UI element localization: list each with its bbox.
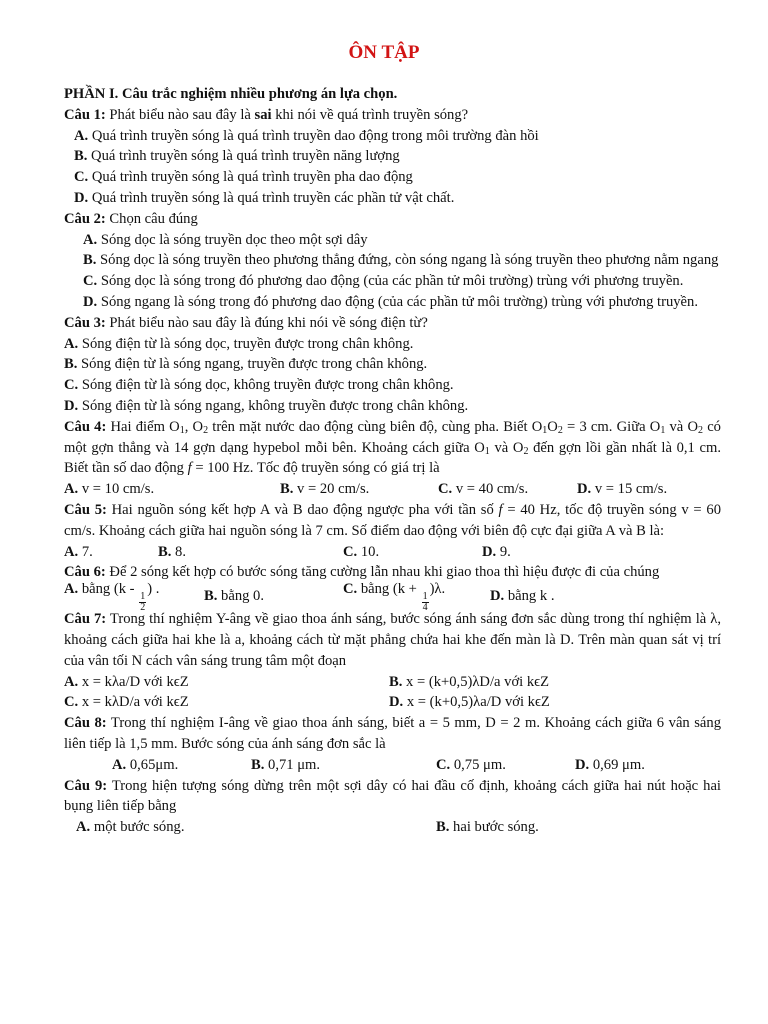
option-label: B. (158, 543, 172, 560)
option-label: D. (389, 694, 404, 711)
option-c (343, 542, 482, 563)
option-text: 9. (496, 543, 511, 560)
option-text: 0,65μm. (126, 756, 179, 773)
option-text: 0,75 μm. (450, 756, 506, 773)
option-d (482, 542, 511, 563)
question-text: , O (184, 418, 204, 435)
subscript: 1 (542, 424, 548, 436)
question-9 (64, 776, 721, 818)
option-a (64, 230, 721, 251)
option-text: v = 10 cm/s. (78, 481, 155, 498)
option-d (490, 586, 554, 607)
option-label: B. (83, 252, 97, 269)
option-text: 0,71 μm. (264, 756, 321, 773)
option-text: v = 15 cm/s. (591, 481, 668, 498)
question-4 (64, 417, 721, 479)
question-text: = 3 cm. Giữa O (562, 418, 661, 435)
question-2 (64, 209, 721, 230)
question-8 (64, 713, 721, 755)
question-label: Câu 1: (64, 106, 106, 123)
options-row (64, 817, 721, 838)
question-text: trên mặt nước dao động cùng biên độ, cùng pha. Biết O (208, 418, 543, 435)
document-body (64, 84, 721, 838)
option-text: bằng 0. (217, 587, 265, 604)
option-a (64, 672, 389, 693)
options-row (64, 479, 721, 500)
question-text: và O (489, 439, 524, 456)
question-text: O (547, 418, 558, 435)
option-a (64, 126, 721, 147)
emphasis-text: sai (254, 106, 272, 123)
option-text: Sóng ngang là sóng trong đó phương dao động (của các phần tử môi trường) trùng với phương truyền. (97, 293, 698, 310)
question-text: Trong thí nghiệm I-âng về giao thoa ánh sáng, biết a = 5 mm, D = 2 m. Khoảng cách giữa 6 vân sáng liên tiếp là 1,5 mm. Bước sóng của ánh sáng đơn sắc là (64, 715, 721, 752)
subscript: 2 (203, 424, 209, 436)
option-c (438, 479, 577, 500)
question-text: = 40 Hz, tốc độ truyền sóng v = 60 cm/s. Khoảng cách giữa hai nguồn sóng là 7 cm. Số điểm dao động với biên độ cực đại giữa A và B là: (64, 501, 722, 539)
option-label: A. (64, 673, 79, 690)
option-label: B. (436, 819, 450, 836)
option-d (577, 479, 667, 500)
option-b (64, 250, 721, 271)
options-row (64, 692, 721, 713)
option-a (64, 579, 204, 613)
option-text: Quá trình truyền sóng là quá trình truyền năng lượng (87, 148, 400, 165)
option-b (204, 586, 343, 607)
option-label: B. (204, 587, 218, 604)
option-label: C. (74, 169, 89, 186)
question-label: Câu 5: (64, 501, 107, 518)
question-text: Trong thí nghiệm Y-âng về giao thoa ánh sáng, bước sóng ánh sáng đơn sắc dùng trong thí nghiệm là λ, khoảng cách giữa hai khe là a, khoảng cách từ mặt phẳng chứa hai khe đến màn là D. Trên màn quan sát vị trí của vân tối N cách vân sáng trung tâm một đoạn (64, 611, 721, 669)
option-text: bằng (k - (78, 581, 139, 598)
question-text: Phát biểu nào sau đây là đúng khi nói về sóng điện từ? (105, 314, 428, 331)
option-b (389, 672, 549, 693)
option-text: x = kλD/a với kϵZ (78, 694, 189, 711)
option-label: C. (343, 581, 358, 598)
option-a (64, 542, 158, 563)
option-label: D. (83, 293, 98, 310)
option-label: A. (83, 231, 98, 248)
options-row (64, 755, 721, 776)
option-label: C. (436, 756, 451, 773)
option-d (64, 292, 721, 313)
section-heading: PHẦN I. Câu trắc nghiệm nhiều phương án lựa chọn. (64, 86, 398, 102)
options-row (64, 581, 721, 614)
question-label: Câu 6: (64, 564, 106, 581)
option-text: Sóng dọc là sóng trong đó phương dao động (của các phần tử môi trường) trùng với phương truyền. (97, 273, 684, 290)
option-text: x = kλa/D với kϵZ (78, 673, 189, 690)
option-b (64, 146, 721, 167)
question-text: khi nói về quá trình truyền sóng? (271, 106, 469, 123)
fraction-numerator: 1 (422, 591, 428, 603)
option-b (158, 542, 343, 563)
option-text: v = 40 cm/s. (452, 481, 529, 498)
question-3 (64, 313, 721, 334)
question-text: Hai điểm O (106, 418, 180, 435)
page-title: ÔN TẬP (348, 42, 420, 63)
option-a (76, 817, 436, 838)
option-text: Quá trình truyền sóng là quá trình truyền dao động trong môi trường đàn hồi (88, 127, 539, 144)
option-label: B. (280, 481, 294, 498)
option-b (64, 354, 721, 375)
math-symbol: f (498, 501, 503, 518)
option-a (64, 334, 721, 355)
subscript: 2 (698, 424, 704, 436)
option-b (280, 479, 438, 500)
option-c (64, 271, 721, 292)
question-text: có một gợn thẳng và 14 gợn dạng hypebol mỗi bên. Khoảng cách giữa O (64, 418, 721, 456)
option-label: A. (64, 543, 79, 560)
option-label: D. (577, 481, 592, 498)
option-text: Sóng điện từ là sóng ngang, truyền được trong chân không. (77, 356, 428, 373)
fraction-numerator: 1 (140, 591, 146, 603)
option-text: 0,69 μm. (589, 756, 645, 773)
option-label: D. (490, 587, 505, 604)
option-label: A. (64, 335, 79, 352)
option-label: B. (389, 673, 403, 690)
option-c (64, 167, 721, 188)
option-label: D. (575, 756, 590, 773)
option-c (64, 375, 721, 396)
question-text: Để 2 sóng kết hợp có bước sóng tăng cường lẫn nhau khi giao thoa thì hiệu được đi của chúng (105, 564, 660, 581)
fraction-denominator: 2 (140, 602, 146, 614)
option-text: x = (k+0,5)λa/D với kϵZ (403, 694, 550, 711)
option-label: C. (438, 481, 453, 498)
option-text: 10. (357, 543, 380, 560)
option-label: D. (64, 397, 79, 414)
option-text: Sóng dọc là sóng truyền dọc theo một sợi dây (97, 231, 368, 248)
option-d (389, 692, 550, 713)
option-label: A. (112, 756, 127, 773)
subscript: 2 (523, 445, 529, 457)
option-text: ) . (147, 581, 160, 598)
question-label: Câu 2: (64, 210, 106, 227)
question-text: đến gợn lồi gần nhất là 0,1 cm. Biết tần số dao động (64, 439, 721, 477)
option-d (575, 755, 645, 776)
question-1 (64, 105, 721, 126)
subscript: 1 (179, 424, 185, 436)
option-label: B. (251, 756, 265, 773)
subscript: 2 (557, 424, 563, 436)
option-label: A. (64, 581, 79, 598)
option-text: Quá trình truyền sóng là quá trình truyền các phần tử vật chất. (88, 189, 455, 206)
option-text: v = 20 cm/s. (293, 481, 370, 498)
option-d (64, 188, 721, 209)
option-text: hai bước sóng. (449, 819, 539, 836)
question-text: Chọn câu đúng (105, 210, 198, 227)
fraction-denominator: 4 (422, 602, 428, 614)
option-a (112, 755, 251, 776)
option-label: D. (74, 189, 89, 206)
question-text: = 100 Hz. Tốc độ truyền sóng có giá trị là (191, 460, 440, 477)
option-text: )λ. (429, 581, 446, 598)
question-text: Hai nguồn sóng kết hợp A và B dao động ngược pha với tần số (106, 501, 499, 518)
question-label: Câu 9: (64, 777, 108, 794)
math-symbol: f (187, 460, 192, 477)
options-row (64, 542, 721, 563)
option-text: một bước sóng. (90, 819, 185, 836)
question-text: Phát biểu nào sau đây là (105, 106, 255, 123)
option-text: bằng k . (504, 587, 555, 604)
option-label: B. (64, 356, 78, 373)
option-text: x = (k+0,5)λD/a với kϵZ (402, 673, 549, 690)
option-text: bằng (k + (357, 581, 421, 598)
option-text: Sóng dọc là sóng truyền theo phương thẳng đứng, còn sóng ngang là sóng truyền theo phương nằm ngang (96, 252, 719, 269)
option-text: Sóng điện từ là sóng dọc, không truyền được trong chân không. (78, 377, 454, 394)
option-label: C. (343, 543, 358, 560)
option-c (343, 579, 490, 613)
option-text: 7. (78, 543, 93, 560)
subscript: 1 (660, 424, 666, 436)
options-row (64, 672, 721, 693)
option-c (64, 692, 389, 713)
option-d (64, 396, 721, 417)
option-label: C. (64, 377, 79, 394)
option-b (436, 817, 539, 838)
question-text: và O (665, 418, 699, 435)
option-label: C. (83, 273, 98, 290)
question-5 (64, 500, 721, 542)
option-label: C. (64, 694, 79, 711)
option-label: A. (74, 127, 89, 144)
option-b (251, 755, 436, 776)
option-label: A. (64, 481, 79, 498)
question-7 (64, 609, 721, 671)
question-label: Câu 7: (64, 611, 107, 628)
option-text: Quá trình truyền sóng là quá trình truyền pha dao động (88, 169, 413, 186)
option-label: B. (74, 148, 88, 165)
question-label: Câu 3: (64, 314, 106, 331)
question-label: Câu 4: (64, 418, 107, 435)
option-text: 8. (171, 543, 186, 560)
option-c (436, 755, 575, 776)
option-a (64, 479, 280, 500)
option-label: D. (482, 543, 497, 560)
question-label: Câu 8: (64, 715, 107, 732)
option-label: A. (76, 819, 91, 836)
option-text: Sóng điện từ là sóng ngang, không truyền được trong chân không. (78, 397, 469, 414)
option-text: Sóng điện từ là sóng dọc, truyền được trong chân không. (78, 335, 414, 352)
subscript: 1 (484, 445, 490, 457)
question-text: Trong hiện tượng sóng dừng trên một sợi dây có hai đầu cố định, khoảng cách giữa hai nút hoặc hai bụng liên tiếp bằng (64, 777, 721, 815)
